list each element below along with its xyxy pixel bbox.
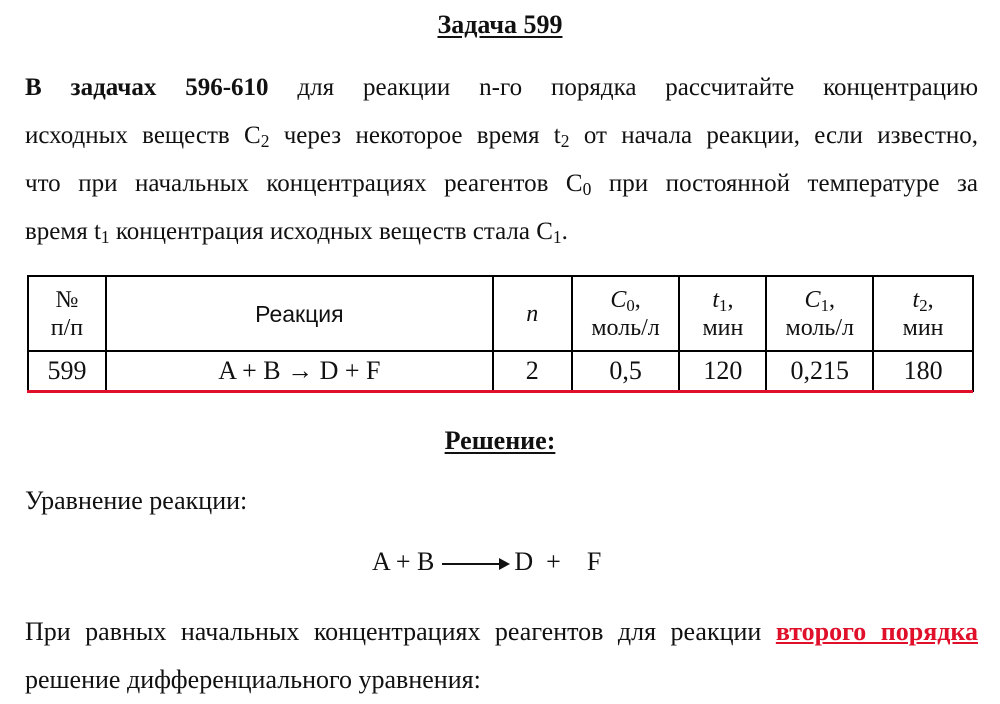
paragraph-line-2: решение дифференциального уравнения: [25,665,481,694]
red-underline [27,390,973,393]
equation-label: Уравнение реакции: [25,486,248,515]
header-order-symbol: n [526,300,539,327]
header-c1-symbol: C [804,286,821,313]
header-t1-unit: мин [702,314,744,341]
cell-c1: 0,215 [766,351,873,391]
header-number-label: п/п [50,314,84,341]
cell-t1: 120 [679,351,766,391]
subscript: 0 [582,179,592,199]
statement-line-3 [25,160,978,208]
statement-line-4-b: концентрация исходных веществ стала C [115,218,553,245]
data-table [27,275,974,392]
statement-lead: В задачах 596-610 [25,74,269,101]
subscript: 1 [820,295,829,315]
statement-line-2-c: от начала реакции, если известно, [583,122,979,149]
header-number-symbol: № [55,286,79,313]
statement-line-2-b: через некоторое время t [283,122,561,149]
subscript: 0 [626,295,635,315]
header-number [28,276,106,351]
paragraph-text-a: При равных начальных концентрациях реагентов для реакции [25,617,762,646]
statement-line-4-a: время t [25,218,101,245]
cell-number: 599 [28,351,106,391]
header-c1-unit: моль/л [785,314,854,341]
reaction-arrow-icon [442,563,508,565]
cell-order: 2 [493,351,572,391]
solution-heading: Решение: [444,426,556,455]
statement-line-1 [25,64,978,112]
header-t2-symbol: t [912,286,920,313]
subscript: 1 [100,227,110,247]
subscript: 1 [719,295,728,315]
statement-line-3-b: при постоянной температуре за [608,170,979,197]
header-t1-symbol: t [712,286,720,313]
header-c0-symbol: C [610,286,627,313]
header-c1: $C_1$, моль/л [766,276,873,351]
subscript: 2 [560,131,570,151]
subscript: 2 [260,131,270,151]
equation-product-f: F [586,547,602,576]
header-order [493,276,572,351]
header-t1: $t_1$, мин [679,276,766,351]
header-t2-unit: мин [902,314,944,341]
header-c0: $C_0$, моль/л [572,276,680,351]
header-c0-unit: моль/л [591,314,660,341]
statement-line-4 [25,208,978,256]
subscript: 2 [919,295,928,315]
equation-reactants: A + B [372,547,435,576]
task-title: Задача 599 [437,10,563,39]
solution-paragraph [25,608,978,704]
cell-c0: 0,5 [572,351,680,391]
equation-plus: + [546,547,561,576]
table-header-row [28,276,973,351]
statement-line-3-a: что при начальных концентрациях реагентов C [25,170,583,197]
table-row [28,351,973,391]
highlight-second-order: второго порядка [775,617,979,646]
paragraph-line-1 [25,608,978,656]
statement-line-4-c: . [561,218,568,245]
statement-line-2 [25,112,978,160]
equation-product-d: D [514,547,534,576]
statement-line-1-text: для реакции n-го порядка рассчитайте концентрацию [297,74,979,101]
subscript: 1 [552,227,562,247]
task-statement [25,64,978,256]
cell-t2: 180 [873,351,973,391]
cell-reaction: A + B → D + F [106,351,493,391]
statement-line-2-a: исходных веществ C [25,122,261,149]
header-t2: $t_2$, мин [873,276,973,351]
header-reaction: Реакция [106,276,493,351]
reaction-equation [372,547,601,577]
